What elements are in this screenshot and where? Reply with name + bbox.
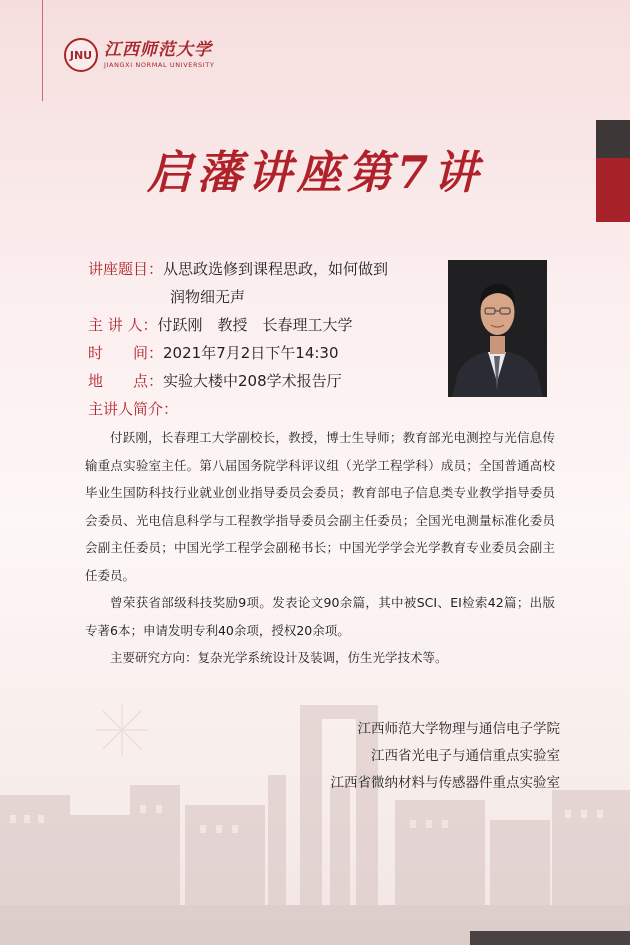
logo-text (104, 40, 214, 70)
seal-text: JNU (69, 48, 93, 62)
decor-bottom-bar (470, 931, 630, 945)
topic-value-line1: 从思政选修到课程思政，如何做到 (163, 260, 389, 278)
topic-row (88, 255, 458, 283)
organizer-2: 江西省光电子与通信重点实验室 (371, 748, 560, 764)
bio-heading: 主讲人简介： (88, 400, 179, 418)
lecture-info (88, 255, 458, 395)
speaker-photo (448, 260, 547, 397)
place-label: 地 点： (88, 372, 164, 390)
organizer-3: 江西省微纳材料与传感器件重点实验室 (330, 775, 560, 791)
speaker-value: 付跃刚 教授 长春理工大学 (157, 316, 353, 334)
bio-paragraph-2: 曾荣获省部级科技奖励9项。发表论文90余篇，其中被SCI、EI检索42篇；出版专著6本；申请发明专利40余项，授权20余项。 (85, 595, 555, 638)
topic-row-2 (88, 283, 458, 311)
header-divider-line (42, 0, 43, 101)
topic-value-line2: 润物细无声 (170, 288, 246, 306)
bio-paragraph-1: 付跃刚，长春理工大学副校长，教授，博士生导师；教育部光电测控与光信息传输重点实验室主任。第八届国务院学科评议组（光学工程学科）成员；全国普通高校毕业生国防科技行业就业创业指导委员会委员；教育部电子信息类专业教学指导委员会委员、光电信息科学与工程教学指导委员会副主任委员；全国光电测量标准化委员会副主任委员；中国光学工程学会副秘书长；中国光学学会光学教育专业委员会副主任委员。 (85, 430, 555, 583)
organizers (290, 716, 560, 797)
organizer-1: 江西师范大学物理与通信电子学院 (357, 721, 560, 737)
snowflake-decor-icon (92, 700, 152, 760)
place-value: 实验大楼中208学术报告厅 (163, 372, 342, 390)
place-row (88, 367, 458, 395)
university-name-en: JIANGXI NORMAL UNIVERSITY (104, 61, 215, 69)
speaker-portrait-icon (448, 260, 547, 397)
university-seal-icon (64, 38, 98, 72)
lecture-title: 启藩讲座第7讲 (146, 146, 484, 199)
time-row (88, 339, 458, 367)
bio-paragraph-3: 主要研究方向：复杂光学系统设计及装调，仿生光学技术等。 (110, 650, 448, 665)
topic-label: 讲座题目： (88, 260, 164, 278)
speaker-bio (85, 424, 555, 672)
university-name-cn: 江西师范大学 (104, 40, 212, 60)
time-value: 2021年7月2日下午14:30 (163, 344, 339, 362)
time-label: 时 间： (88, 344, 164, 362)
university-logo (64, 38, 214, 72)
speaker-row (88, 311, 458, 339)
speaker-label: 主 讲 人： (88, 316, 158, 334)
